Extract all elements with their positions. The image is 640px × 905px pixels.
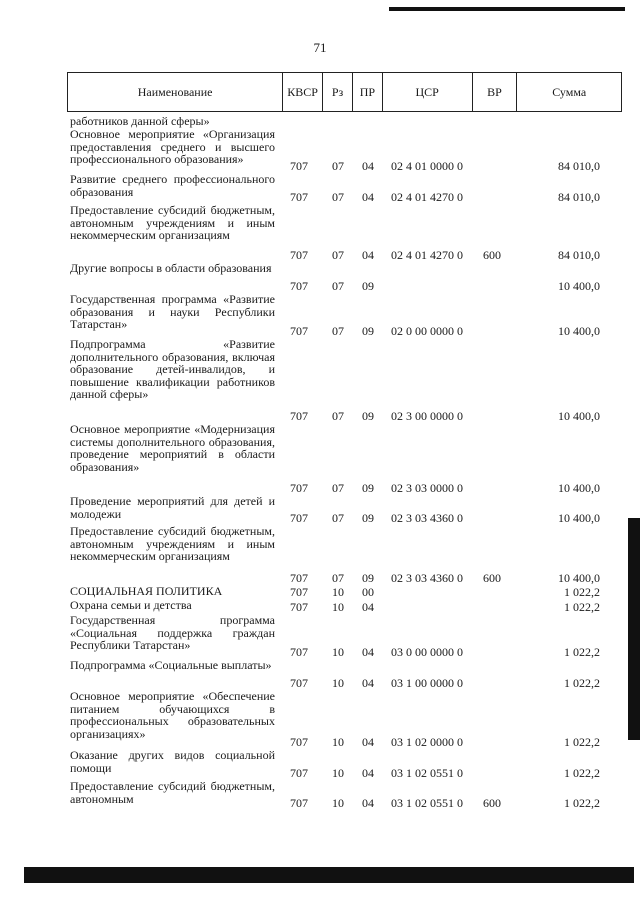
scan-top-rule [389,7,625,11]
row-sum: 10 400,0 [558,409,600,423]
row-rz: 07 [332,324,344,338]
scan-right-edge [628,518,640,740]
row-kvsr: 707 [290,511,308,525]
row-sum: 1 022,2 [564,600,600,614]
table-header [67,72,622,112]
row-rz: 07 [332,571,344,585]
row-pr: 04 [362,735,374,749]
table-row [70,204,610,262]
row-pr: 00 [362,585,374,599]
row-pr: 09 [362,571,374,585]
header-kvsr: КВСР [282,73,322,111]
row-pr: 04 [362,248,374,262]
row-name: Охрана семьи и детства [70,598,192,612]
row-kvsr: 707 [290,645,308,659]
row-name: Предоставление субсидий бюджетным, автономным [70,779,275,806]
row-sum: 84 010,0 [558,190,600,204]
row-rz: 10 [332,796,344,810]
row-sum: 1 022,2 [564,796,600,810]
header-vr: ВР [472,73,517,111]
row-rz: 10 [332,676,344,690]
row-csr: 03 0 00 0000 0 [391,645,463,659]
scan-bottom-bar [24,867,634,883]
row-kvsr: 707 [290,585,308,599]
table-row [70,495,610,525]
row-kvsr: 707 [290,190,308,204]
row-kvsr: 707 [290,766,308,780]
row-csr: 03 1 02 0551 0 [391,796,463,810]
row-name: Подпрограмма «Социальные выплаты» [70,658,272,672]
row-rz: 07 [332,279,344,293]
row-name: СОЦИАЛЬНАЯ ПОЛИТИКА [70,584,223,598]
table-row [70,525,610,585]
row-name: Основное мероприятие «Обеспечение питанием обучающихся в профессиональных образовательных организациях» [70,689,275,741]
row-sum: 1 022,2 [564,645,600,659]
table-row [70,614,610,659]
row-vr: 600 [483,248,501,262]
table-row [70,659,610,690]
row-pr: 04 [362,600,374,614]
row-csr: 02 4 01 4270 0 [391,248,463,262]
row-pr: 04 [362,676,374,690]
row-kvsr: 707 [290,796,308,810]
row-name: Оказание других видов социальной помощи [70,748,275,775]
row-name: Основное мероприятие «Организация предоставления среднего и высшего профессионального образования» [70,127,275,166]
row-pr: 09 [362,511,374,525]
row-csr: 02 3 03 4360 0 [391,571,463,585]
row-csr: 02 0 00 0000 0 [391,324,463,338]
page-number: 71 [313,40,327,55]
row-sum: 1 022,2 [564,766,600,780]
row-kvsr: 707 [290,324,308,338]
row-csr: 02 3 00 0000 0 [391,409,463,423]
row-name: Государственная программа «Развитие образования и науки Республики Татарстан» [70,292,275,331]
row-csr: 02 3 03 4360 0 [391,511,463,525]
row-csr: 02 4 01 4270 0 [391,190,463,204]
row-sum: 1 022,2 [564,735,600,749]
row-rz: 10 [332,600,344,614]
row-name: Другие вопросы в области образования [70,261,272,275]
row-rz: 07 [332,190,344,204]
row-rz: 07 [332,511,344,525]
row-sum: 10 400,0 [558,511,600,525]
row-kvsr: 707 [290,481,308,495]
table-row [70,585,610,599]
row-pr: 04 [362,796,374,810]
row-sum: 10 400,0 [558,324,600,338]
row-csr: 03 1 02 0551 0 [391,766,463,780]
row-pr: 09 [362,409,374,423]
row-sum: 1 022,2 [564,585,600,599]
header-sum: Сумма [516,73,621,111]
row-csr: 03 1 02 0000 0 [391,735,463,749]
row-pr: 09 [362,279,374,293]
row-rz: 07 [332,481,344,495]
row-kvsr: 707 [290,735,308,749]
row-name: Развитие среднего профессионального образования [70,172,275,199]
row-csr: 02 3 03 0000 0 [391,481,463,495]
row-rz: 10 [332,645,344,659]
header-pr: ПР [352,73,382,111]
row-kvsr: 707 [290,676,308,690]
table-row [70,690,610,749]
table-row [70,338,610,423]
row-kvsr: 707 [290,279,308,293]
row-pr: 04 [362,190,374,204]
row-kvsr: 707 [290,159,308,173]
row-sum: 84 010,0 [558,159,600,173]
row-sum: 84 010,0 [558,248,600,262]
row-rz: 07 [332,159,344,173]
table-row [70,293,610,338]
row-rz: 10 [332,735,344,749]
row-kvsr: 707 [290,248,308,262]
row-name: Подпрограмма «Развитие дополнительного образования, включая образование детей-инвалидов, и повышение квалификации работников данной сферы» [70,337,275,401]
table-row [70,780,610,810]
header-name: Наименование [137,84,213,99]
table-row [70,599,610,614]
row-pr: 04 [362,766,374,780]
table-row [70,173,610,204]
row-vr: 600 [483,571,501,585]
row-csr: 02 4 01 0000 0 [391,159,463,173]
row-name: Предоставление субсидий бюджетным, автономным учреждениям и иным некоммерческим организациям [70,524,275,563]
header-rz: Рз [322,73,352,111]
row-sum: 10 400,0 [558,571,600,585]
row-pr: 09 [362,481,374,495]
row-kvsr: 707 [290,409,308,423]
row-pr: 04 [362,645,374,659]
row-rz: 10 [332,766,344,780]
header-csr: ЦСР [382,73,472,111]
table-row [70,749,610,780]
row-name: работников данной сферы» [70,114,210,128]
row-pr: 04 [362,159,374,173]
row-rz: 07 [332,248,344,262]
row-kvsr: 707 [290,571,308,585]
row-name: Основное мероприятие «Модернизация системы дополнительного образования, проведение мероприятий в области образования» [70,422,275,474]
row-name: Государственная программа «Социальная поддержка граждан Республики Татарстан» [70,613,275,652]
row-vr: 600 [483,796,501,810]
row-csr: 03 1 00 0000 0 [391,676,463,690]
row-name: Проведение мероприятий для детей и молодежи [70,494,275,521]
table-row [70,128,610,173]
row-rz: 07 [332,409,344,423]
row-sum: 10 400,0 [558,481,600,495]
row-rz: 10 [332,585,344,599]
row-sum: 1 022,2 [564,676,600,690]
row-pr: 09 [362,324,374,338]
row-sum: 10 400,0 [558,279,600,293]
table-row [70,262,610,293]
row-name: Предоставление субсидий бюджетным, автономным учреждениям и иным некоммерческим организациям [70,203,275,242]
row-kvsr: 707 [290,600,308,614]
table-row [70,423,610,495]
